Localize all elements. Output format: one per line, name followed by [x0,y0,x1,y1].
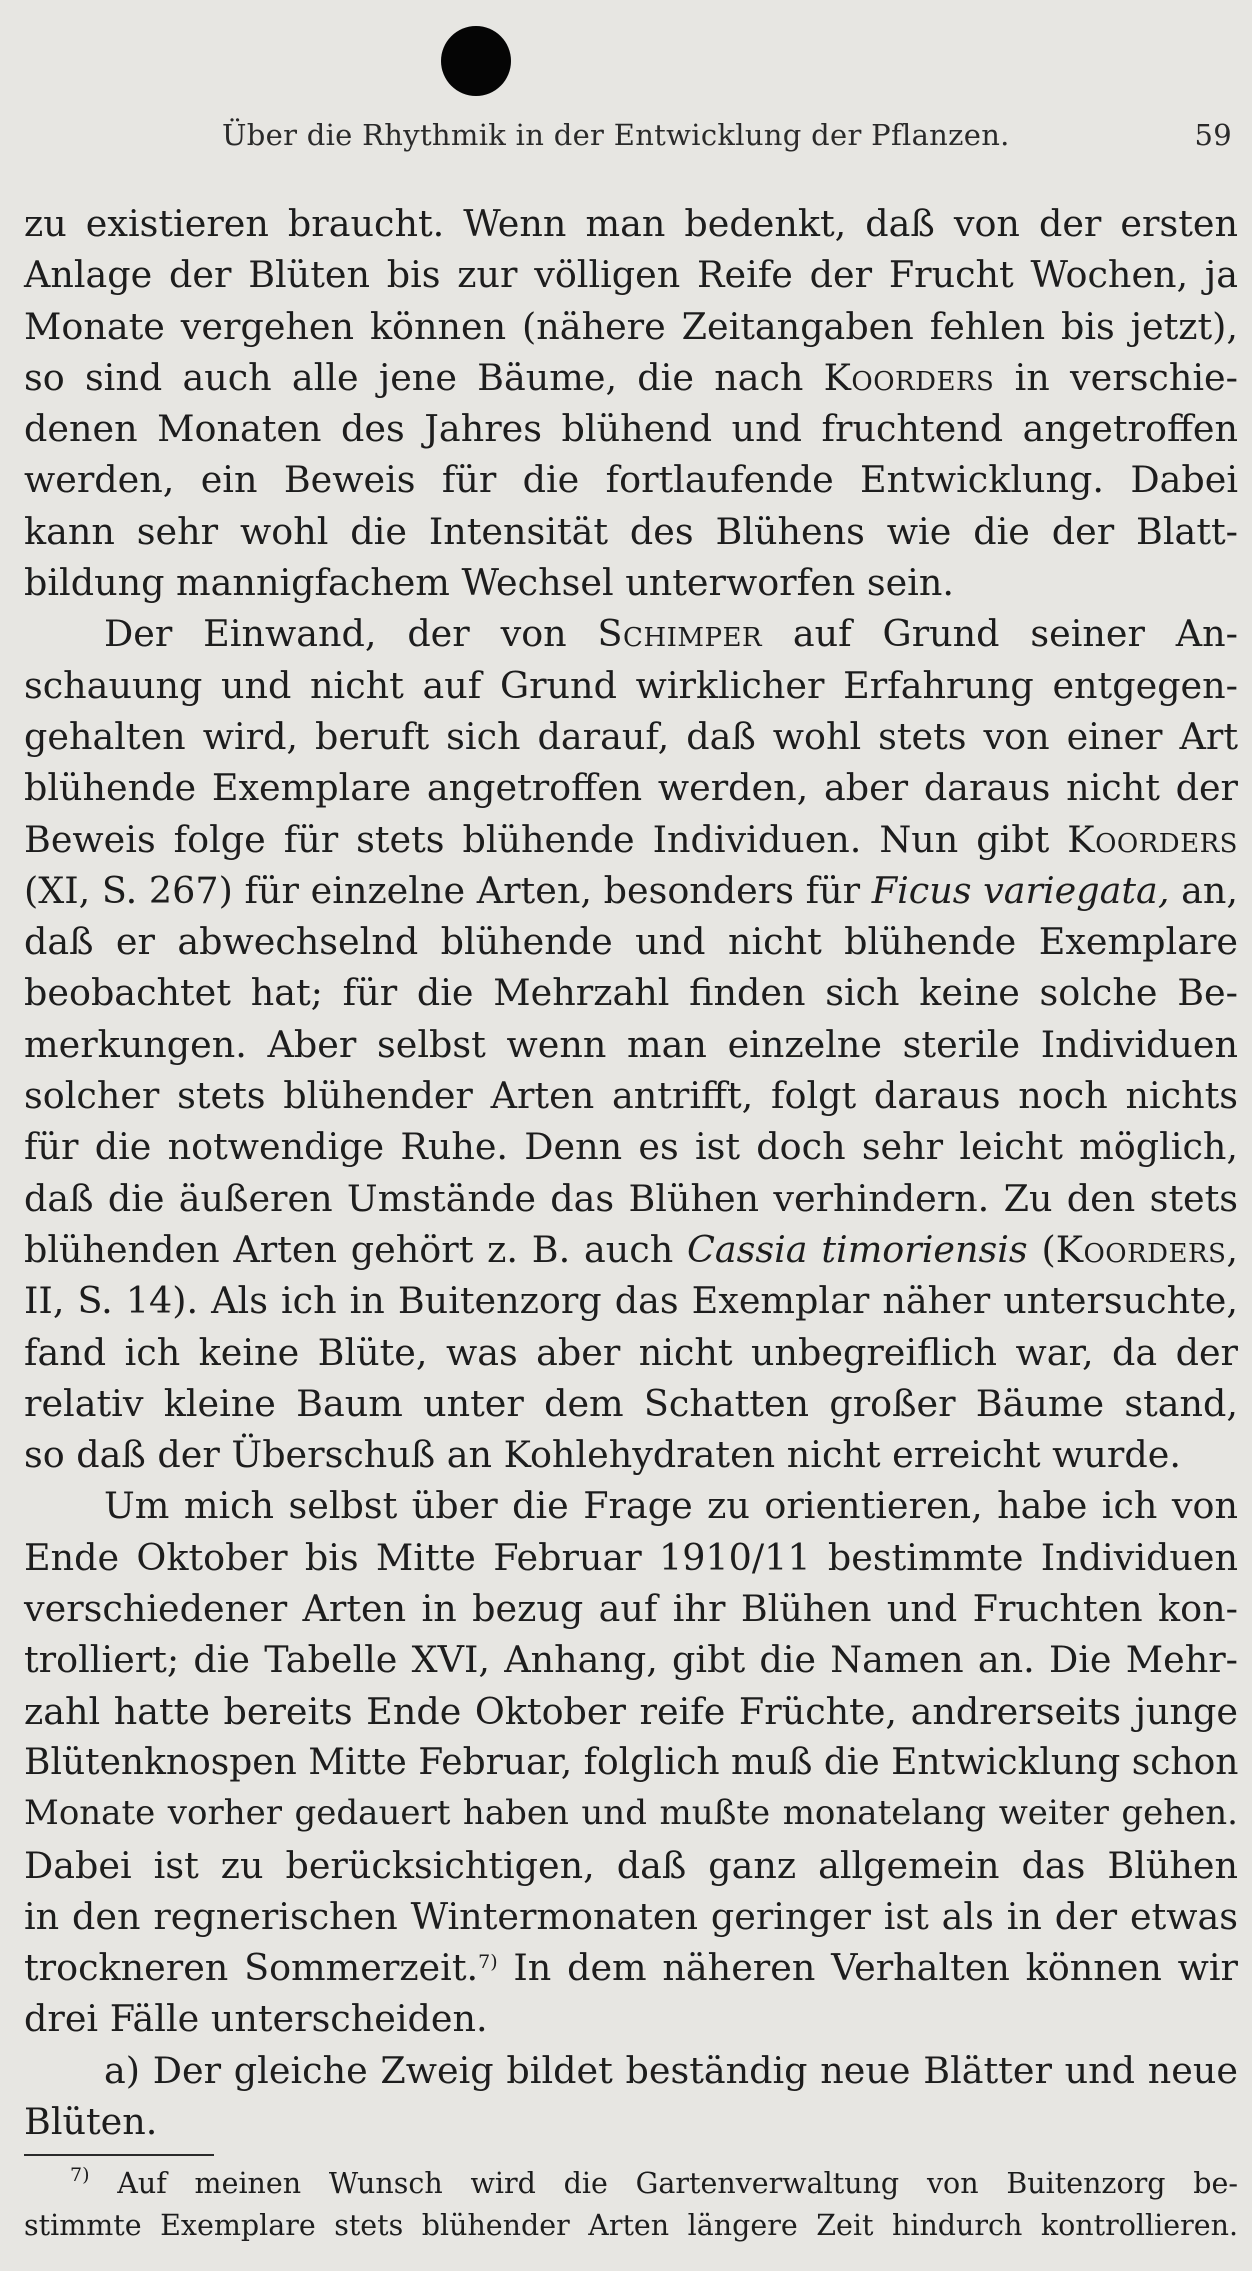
text-line: zu existieren braucht. Wenn man bedenkt, daß von der ersten [24,202,1238,245]
text-line: Monate vorher gedauert haben und mußte monatelang weiter gehen. [24,1793,1238,1834]
text-fragment: auf Grund seiner An- [762,612,1238,656]
text-line: Monate vergehen können (nähere Zeitangaben fehlen bis jetzt), [24,304,1238,348]
footnote-line [24,2163,1238,2205]
text-line: II, S. 14). Als ich in Buitenzorg das Exemplar näher untersuchte, [24,1279,1238,1323]
footnote-marker: 7) [70,2164,90,2186]
text-fragment: an, [1169,868,1238,912]
text-fragment: trockneren Sommerzeit. [24,1946,479,1990]
text-line: denen Monaten des Jahres blühend und fruchtend angetroffen [24,407,1238,451]
text-fragment: blühenden Arten gehört z. B. auch [24,1227,687,1271]
text-line: merkungen. Aber selbst wenn man einzelne sterile Individuen [24,1022,1238,1066]
text-fragment: so sind auch alle jene Bäume, die nach [24,355,824,399]
text-fragment: in verschie- [994,355,1238,399]
text-line: verschiedener Arten in bezug auf ihr Blühen und Fruchten kon- [24,1587,1238,1631]
text-line: Dabei ist zu berücksichtigen, daß ganz allgemein das Blühen [24,1843,1238,1887]
text-line: zahl hatte bereits Ende Oktober reife Früchte, andrerseits junge [24,1689,1238,1733]
text-line: für die notwendige Ruhe. Denn es ist doch sehr leicht möglich, [24,1125,1238,1169]
author-name: Koorders [823,355,995,399]
footnote-reference: 7) [478,1951,498,1974]
text-line [24,814,1238,865]
punch-hole [441,26,511,96]
text-line: daß die äußeren Umstände das Blühen verhindern. Zu den stets [24,1176,1238,1220]
author-name: Schimper [597,612,763,656]
text-line: blühende Exemplare angetroffen werden, aber daraus nicht der [24,766,1238,810]
text-fragment: , [1226,1227,1238,1271]
text-line: Ende Oktober bis Mitte Februar 1910/11 bestimmte Individuen [24,1535,1238,1579]
text-line [24,1224,1238,1275]
text-line: daß er abwechselnd blühende und nicht blühende Exemplare [24,920,1238,964]
text-fragment: (XI, S. 267) für einzelne Arten, besonders für [24,868,872,912]
text-line: Blüten. [24,2099,158,2143]
text-line: Blütenknospen Mitte Februar, folglich muß die Entwicklung schon [24,1741,1239,1783]
text-fragment: Der Einwand, der von [104,612,598,656]
author-name: Koorders [1055,1227,1227,1271]
text-line: solcher stets blühender Arten antrifft, folgt daraus noch nichts [24,1074,1238,1118]
text-line: trolliert; die Tabelle XVI, Anhang, gibt die Namen an. Die Mehr- [24,1638,1238,1682]
species-name: Cassia timoriensis [686,1227,1028,1271]
text-line [24,352,1238,403]
text-line: drei Fälle unterscheiden. [24,1997,488,2041]
body-text [24,198,1238,2147]
footnote-line: stimmte Exemplare stets blühender Arten längere Zeit hindurch kontrollieren. [24,2209,1238,2242]
text-line: schauung und nicht auf Grund wirklicher Erfahrung entgegen- [24,663,1238,707]
species-name: Ficus variegata, [871,868,1170,912]
text-fragment: In dem näheren Verhalten können wir [497,1946,1238,1990]
text-line: in den regnerischen Wintermonaten geringer ist als in der etwas [24,1894,1238,1938]
running-header [222,118,1232,158]
running-title: Über die Rhythmik in der Entwicklung der Pflanzen. [222,118,1010,152]
text-line [24,608,1238,659]
text-line: a) Der gleiche Zweig bildet beständig neue Blätter und neue [104,2048,1238,2092]
text-line: beobachtet hat; für die Mehrzahl finden sich keine solche Be- [24,971,1238,1015]
text-line: relativ kleine Baum unter dem Schatten großer Bäume stand, [24,1381,1238,1425]
text-line: kann sehr wohl die Intensität des Blühens wie die der Blatt- [24,509,1238,553]
footnote [24,2163,1238,2247]
text-line [24,865,1238,916]
text-line: bildung mannigfachem Wechsel unterworfen sein. [24,561,954,605]
text-line: gehalten wird, beruft sich darauf, daß wohl stets von einer Art [24,714,1238,758]
text-fragment: Beweis folge für stets blühende Individuen. Nun gibt [24,817,1068,861]
text-line: so daß der Überschuß an Kohlehydraten nicht erreicht wurde. [24,1433,1181,1477]
text-line: Anlage der Blüten bis zur völligen Reife der Frucht Wochen, ja [24,253,1238,297]
author-name: Koorders [1067,817,1238,861]
text-fragment: Auf meinen Wunsch wird die Gartenverwaltung von Buitenzorg be- [89,2167,1238,2200]
text-line: fand ich keine Blüte, was aber nicht unbegreiflich war, da der [24,1330,1238,1374]
text-line [24,1942,1238,1993]
footnote-rule [24,2154,214,2156]
text-line: Um mich selbst über die Frage zu orientieren, habe ich von [104,1484,1238,1528]
text-line: werden, ein Beweis für die fortlaufende Entwicklung. Dabei [24,458,1238,502]
page-number: 59 [1194,118,1232,152]
text-fragment: ( [1027,1227,1056,1271]
